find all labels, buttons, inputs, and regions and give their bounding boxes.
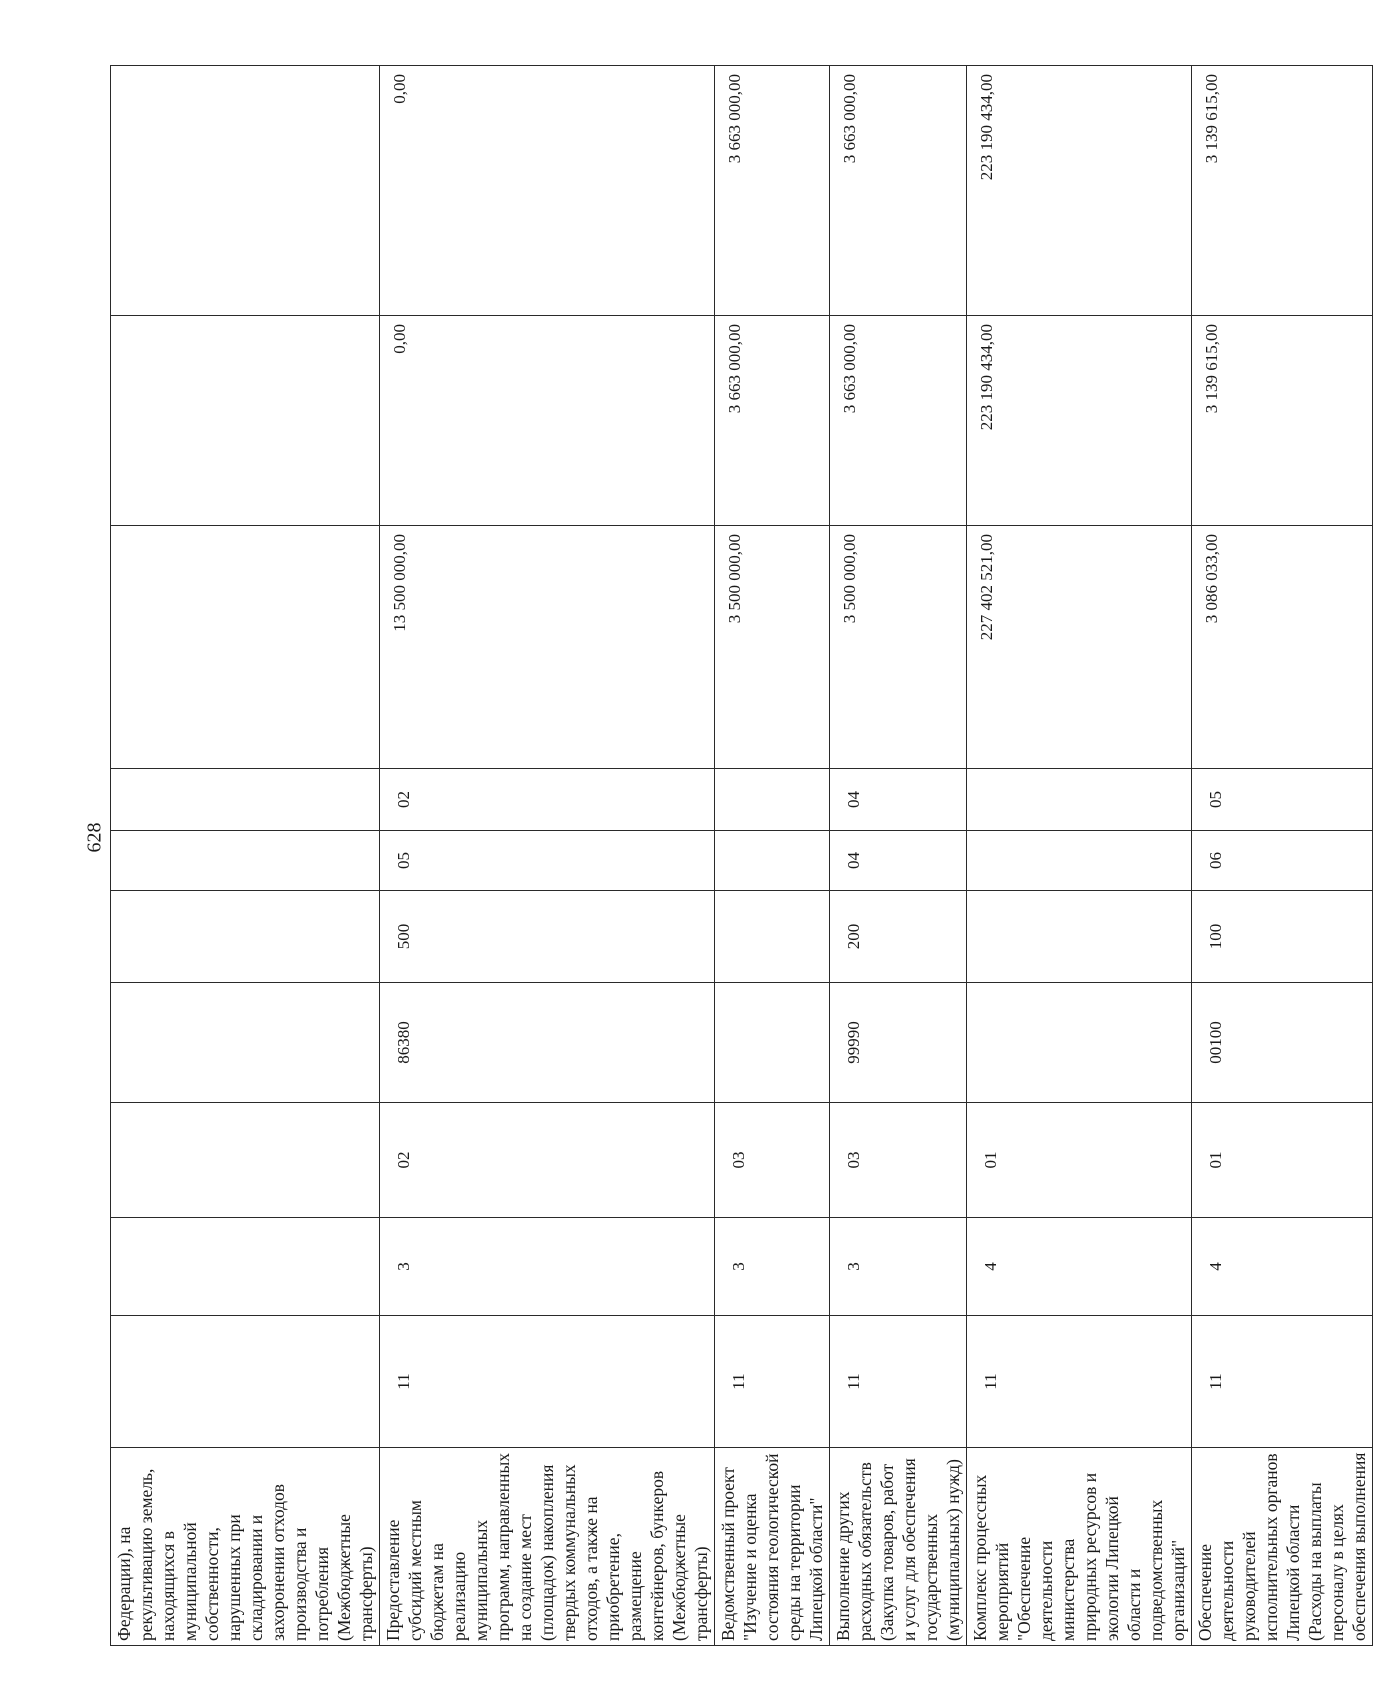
- row-name-cell: Обеспечение деятельности руководителей исполнительных органов Липецкой области (Расходы на выплаты персоналу в целях обеспечения выполнения: [1192, 1448, 1373, 1646]
- subprogram-code-cell: 3: [830, 1218, 967, 1316]
- program-code-cell: 11: [715, 1316, 830, 1448]
- amount-year1-cell: 3 500 000,00: [715, 526, 830, 769]
- amount-year1-cell: 227 402 521,00: [967, 526, 1192, 769]
- table-row: [111, 66, 380, 1646]
- subsection-code-cell: [111, 769, 380, 831]
- expense-type-cell: [111, 891, 380, 983]
- amount-year1-cell: [111, 526, 380, 769]
- table-row: [380, 66, 715, 1646]
- rotated-table-stage: [110, 66, 1369, 1646]
- row-name-cell: Предоставление субсидий местным бюджетам на реализацию муниципальных программ, направленных на создание мест (площадок) накопления твердых коммунальных отходов, а также на приобретение, размещение контейнеров, бункеров (Межбюджетные трансферты): [380, 1448, 715, 1646]
- direction-code-cell: [715, 983, 830, 1103]
- element-code-cell: 01: [967, 1103, 1192, 1218]
- program-code-cell: 11: [967, 1316, 1192, 1448]
- table-row: [715, 66, 830, 1646]
- amount-year3-cell: 223 190 434,00: [967, 66, 1192, 316]
- direction-code-cell: [967, 983, 1192, 1103]
- expense-type-cell: 500: [380, 891, 715, 983]
- table-row: [967, 66, 1192, 1646]
- amount-year3-cell: 0,00: [380, 66, 715, 316]
- subsection-code-cell: 05: [1192, 769, 1373, 831]
- expense-type-cell: [715, 891, 830, 983]
- expense-type-cell: [967, 891, 1192, 983]
- subsection-code-cell: [967, 769, 1192, 831]
- expense-type-cell: 200: [830, 891, 967, 983]
- section-code-cell: 04: [830, 831, 967, 891]
- amount-year3-cell: [111, 66, 380, 316]
- subprogram-code-cell: 4: [1192, 1218, 1373, 1316]
- subsection-code-cell: 04: [830, 769, 967, 831]
- subprogram-code-cell: 3: [380, 1218, 715, 1316]
- direction-code-cell: [111, 983, 380, 1103]
- page-number: 628: [83, 822, 106, 853]
- row-name-cell: Федерации), на рекультивацию земель, находящихся в муниципальной собственности, нарушенных при складировании и захоронении отходов производства и потребления (Межбюджетные трансферты): [111, 1448, 380, 1646]
- element-code-cell: 01: [1192, 1103, 1373, 1218]
- element-code-cell: 03: [715, 1103, 830, 1218]
- section-code-cell: 05: [380, 831, 715, 891]
- section-code-cell: [715, 831, 830, 891]
- section-code-cell: [111, 831, 380, 891]
- amount-year2-cell: 0,00: [380, 316, 715, 526]
- expense-type-cell: 100: [1192, 891, 1373, 983]
- direction-code-cell: 99990: [830, 983, 967, 1103]
- amount-year1-cell: 3 086 033,00: [1192, 526, 1373, 769]
- program-code-cell: 11: [830, 1316, 967, 1448]
- amount-year3-cell: 3 663 000,00: [715, 66, 830, 316]
- element-code-cell: 03: [830, 1103, 967, 1218]
- element-code-cell: 02: [380, 1103, 715, 1218]
- subsection-code-cell: [715, 769, 830, 831]
- row-name-cell: Ведомственный проект "Изучение и оценка состояния геологической среды на территории Липецкой области": [715, 1448, 830, 1646]
- subsection-code-cell: 02: [380, 769, 715, 831]
- amount-year2-cell: 223 190 434,00: [967, 316, 1192, 526]
- element-code-cell: [111, 1103, 380, 1218]
- budget-table: [110, 65, 1373, 1646]
- direction-code-cell: 00100: [1192, 983, 1373, 1103]
- subprogram-code-cell: 3: [715, 1218, 830, 1316]
- amount-year2-cell: 3 663 000,00: [715, 316, 830, 526]
- amount-year1-cell: 3 500 000,00: [830, 526, 967, 769]
- program-code-cell: 11: [1192, 1316, 1373, 1448]
- subprogram-code-cell: 4: [967, 1218, 1192, 1316]
- section-code-cell: [967, 831, 1192, 891]
- amount-year3-cell: 3 663 000,00: [830, 66, 967, 316]
- amount-year1-cell: 13 500 000,00: [380, 526, 715, 769]
- program-code-cell: 11: [380, 1316, 715, 1448]
- amount-year2-cell: [111, 316, 380, 526]
- subprogram-code-cell: [111, 1218, 380, 1316]
- section-code-cell: 06: [1192, 831, 1373, 891]
- direction-code-cell: 86380: [380, 983, 715, 1103]
- amount-year3-cell: 3 139 615,00: [1192, 66, 1373, 316]
- amount-year2-cell: 3 139 615,00: [1192, 316, 1373, 526]
- row-name-cell: Выполнение других расходных обязательств (Закупка товаров, работ и услуг для обеспечения государственных (муниципальных) нужд): [830, 1448, 967, 1646]
- amount-year2-cell: 3 663 000,00: [830, 316, 967, 526]
- program-code-cell: [111, 1316, 380, 1448]
- table-row: [830, 66, 967, 1646]
- table-row: [1192, 66, 1373, 1646]
- row-name-cell: Комплекс процессных мероприятий "Обеспечение деятельности министерства природных ресурсов и экологии Липецкой области и подведомственных организаций": [967, 1448, 1192, 1646]
